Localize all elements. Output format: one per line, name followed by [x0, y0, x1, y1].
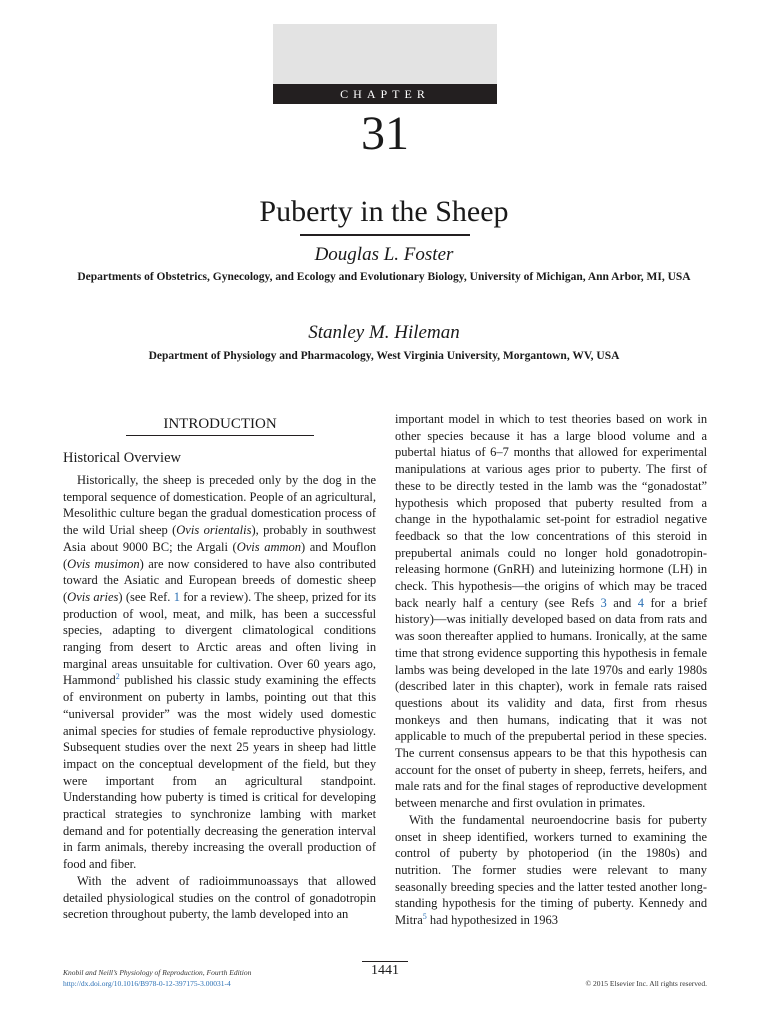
page-number: 1441	[371, 963, 399, 978]
author-name: Douglas L. Foster	[314, 244, 454, 265]
body-paragraph: With the advent of radioimmunoassays that allowed detailed physiological studies on the control of gonadotropin secretion throughout puberty, the lamb developed into an	[63, 873, 377, 922]
book-title: Knobil and Neill’s Physiology of Reproduction, Fourth Edition	[63, 968, 252, 977]
subsection-heading: Historical Overview	[63, 450, 181, 466]
reference-link[interactable]: 4	[637, 595, 645, 610]
species-name: Ovis	[176, 523, 200, 538]
species-name: orientalis	[203, 523, 252, 538]
reference-link[interactable]: 5	[422, 911, 427, 921]
body-column-left	[63, 472, 376, 923]
species-name: Ovis	[236, 539, 260, 554]
body-column-right	[395, 411, 707, 929]
reference-link[interactable]: 2	[115, 672, 120, 682]
chapter-header-block	[273, 24, 497, 86]
author-name: Stanley M. Hileman	[308, 322, 460, 343]
chapter-number: 31	[361, 107, 409, 160]
body-paragraph: With the fundamental neuroendocrine basis for puberty onset in sheep identified, workers turned to examining the control of puberty by photoperiod (in the 1980s) and nutrition. The former studies were relevant to many seasonally breeding species and the latter tested another long-standing hypothesis for the timing of puberty. Kennedy and Mitra$^5$ had hypothesized in 1963	[395, 812, 708, 928]
species-name: musimon	[94, 556, 140, 571]
doi-link[interactable]: http://dx.doi.org/10.1016/B978-0-12-397175-3.00031-4	[63, 979, 231, 988]
reference-link[interactable]: 1	[173, 589, 180, 604]
body-paragraph: important model in which to test theories based on work in other species because it has a large blood volume and a pubertal hiatus of 6–7 months that allowed for experimental manipulations at various ages prior to puberty. The first of these to be directly tested in the lamb was the “gonadostat” hypothesis which proposed that puberty resulted from a change in the hypothalamic set-point for estradiol negative feedback so that the low concentrations of this steroid in prepubertal animals could no longer hold gonadotropin-releasing hormone (GnRH) and luteinizing hormone (LH) in check. This hypothesis—the origins of which may be traced back nearly half a century (see Refs 3 and 4 for a brief history)—was initially developed based on data from rats and was soon thereafter applied to humans. Ironically, at the same time that strong evidence supporting this hypothesis in female lambs was being developed in the late 1970s and early 1980s (described later in this chapter), work in female rats raised questions about its validity and data, first from rhesus monkeys and then humans, indicating that it was not applicable to much of the prepubertal period in these species. The current consensus appears to be that this hypothesis can account for the onset of puberty in sheep, ferrets, heifers, and male rats and for the final stages of reproductive development between menarche and first ovulation in primates.	[395, 412, 708, 811]
species-name: ammon	[264, 539, 301, 554]
species-name: Ovis	[67, 556, 91, 571]
species-name: aries	[93, 589, 119, 604]
author-affiliation: Department of Physiology and Pharmacology, West Virginia University, Morgantown, WV, USA	[148, 350, 620, 362]
section-heading: INTRODUCTION	[163, 416, 277, 432]
copyright-notice: © 2015 Elsevier Inc. All rights reserved.	[585, 979, 707, 988]
species-name: Ovis	[67, 589, 91, 604]
section-divider	[126, 435, 314, 436]
chapter-title: Puberty in the Sheep	[259, 195, 509, 228]
body-paragraph: Historically, the sheep is preceded only by the dog in the temporal sequence of domestication. People of an agricultural, Mesolithic culture began the gradual domestication process of the wild Urial sheep (Ovis orientalis), probably in southwest Asia about 9000 BC; the Argali (Ovis ammon) and Mouflon (Ovis musimon) are now considered to have also contributed toward the Asiatic and European breeds of domestic sheep (Ovis aries) (see Ref. 1 for a review). The sheep, prized for its production of wool, meat, and milk, has been a successful species, adapting to divergent climatological conditions ranging from desert to Arctic areas and often living in marginal areas unsuitable for cultivation. Over 60 years ago, Hammond$^2$ published his classic study examining the effects of environment on puberty in lambs, pointing out that this “universal provider” was the most widely used domestic animal species for studies of female reproductive physiology. Subsequent studies over the next 25 years in sheep had little impact on the conceptual development of the field, but they were important from an agricultural standpoint. Understanding how puberty is timed is critical for developing practical strategies to synchronize lambing with market demand and for potentially decreasing the generation interval in farm animals, thereby increasing the overall production of food and fiber.	[63, 473, 377, 872]
chapter-label: CHAPTER	[273, 84, 497, 104]
title-divider	[300, 234, 470, 236]
author-affiliation: Departments of Obstetrics, Gynecology, and Ecology and Evolutionary Biology, University of Michigan, Ann Arbor, MI, USA	[77, 271, 691, 283]
reference-link[interactable]: 3	[600, 595, 607, 610]
